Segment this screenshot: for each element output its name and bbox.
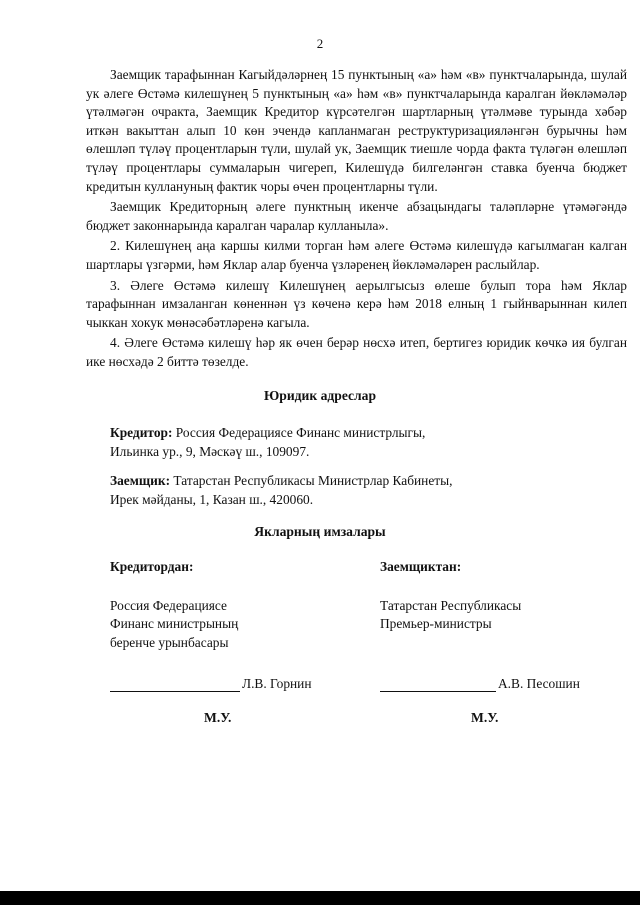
borrower-title-line: Татарстан Республикасы	[380, 597, 522, 613]
paragraph-4: 4. Әлеге Өстәмә килешү һәр як өчен берәр нөсхә итеп, бертигез юридик көчкә ия булган ике нөсхәдә 2 биттә төзелде.	[86, 335, 627, 369]
creditor-signature	[110, 676, 312, 692]
paragraph-3: 3. Әлеге Өстәмә килешү Килешүнең аерылгысыз өлеше булып тора һәм Яклар тарафыннан имзаланган көненнән үз көченә керә һәм 2018 елның 1 гыйнварыннан килеп чыккан хокук мөнәсәбәтләренә кагыла.	[86, 277, 627, 330]
borrower-name: Татарстан Республикасы Министрлар Кабинеты,	[173, 473, 453, 488]
borrower-role: Заемщиктан:	[380, 559, 462, 574]
creditor-title-line: беренче урынбасары	[110, 634, 229, 650]
scan-edge-bar	[0, 891, 640, 905]
seal-place-borrower: М.У.	[471, 710, 499, 725]
creditor-name: Россия Федерациясе Финанс министрлыгы,	[175, 425, 426, 440]
creditor-signatory-name: Л.В. Горнин	[242, 676, 312, 691]
agreement-body	[86, 66, 627, 374]
creditor-title-line: Россия Федерациясе	[110, 597, 227, 613]
legal-addresses-heading: Юридик адреслар	[263, 388, 377, 403]
seal-place-creditor: М.У.	[204, 710, 232, 725]
borrower-signature	[380, 676, 580, 692]
borrower-street: Ирек мәйданы, 1, Казан ш., 420060.	[110, 491, 314, 507]
creditor-title-line: Финанс министрының	[110, 616, 239, 632]
borrower-label: Заемщик:	[110, 473, 171, 488]
creditor-signatory-block	[110, 558, 238, 652]
signature-line	[110, 679, 240, 692]
borrower-address	[110, 472, 452, 509]
creditor-label: Кредитор:	[110, 425, 173, 440]
creditor-role: Кредитордан:	[110, 559, 194, 574]
creditor-street: Ильинка ур., 9, Мәскәү ш., 109097.	[110, 443, 310, 459]
signature-line	[380, 679, 496, 692]
borrower-signatory-name: А.В. Песошин	[498, 676, 580, 691]
signatures-heading: Якларның имзалары	[254, 524, 386, 539]
paragraph-measures: Заемщик Кредиторның әлеге пунктның икенче абзацындагы таләпләрне үтәмәгәндә бюджет законнарында каралган чаралар кулланыла».	[86, 199, 627, 233]
borrower-signatory-block	[380, 558, 521, 634]
borrower-title-line: Премьер-министры	[380, 616, 492, 632]
page-number: 2	[316, 36, 324, 51]
paragraph-2: 2. Килешүнең аңа каршы килми торган һәм әлеге Өстәмә килешүдә кагылмаган калган шартлары үзгәрми, һәм Яклар алар буенча үзләренең йөкләмәләрен раслыйлар.	[86, 238, 627, 272]
creditor-address	[110, 424, 425, 461]
paragraph-obligations: Заемщик тарафыннан Кагыйдәләрнең 15 пунктының «а» һәм «в» пунктчаларында, шулай ук әлеге Өстәмә килешүнең 5 пунктының «а» һәм «в» пунктчаларында каралган йөкләмәләр үтәлмәгән очракта, Заемщик Кредитор күрсәтелгән шартларның үтәлмәве турында хәбәр иткән вакыттан алып 10 көн эчендә капланмаган реструктуризацияләнгән бурычны һәм өлешләп түләү процентларын түли, шулай ук, Заемщик тиешле чорда факта түләгән өлешләп түләү процентлары суммаларын чигереп, Килешүдә билгеләнгән ставка буенча бюджет кредитын куллануның фактик чоры өчен процентларны түли.	[86, 67, 627, 194]
